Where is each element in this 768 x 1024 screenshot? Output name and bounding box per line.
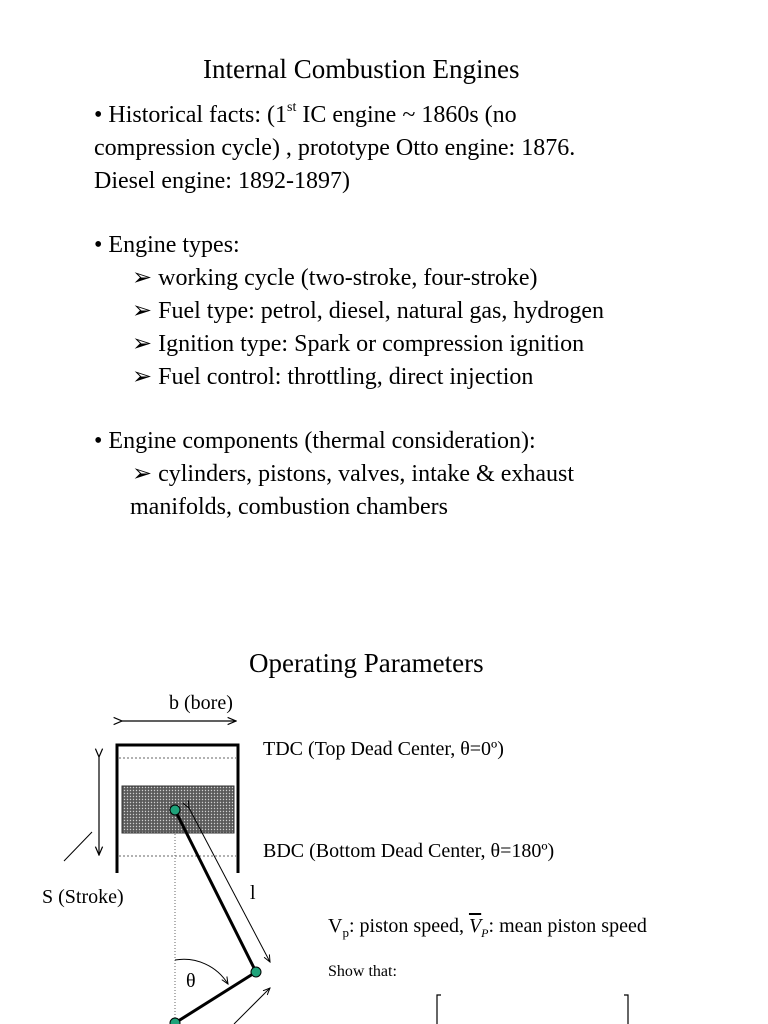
formula-bracket-left	[437, 995, 441, 1024]
history-rest: IC engine ~ 1860s (no	[296, 102, 517, 128]
bdc-label: BDC (Bottom Dead Center, θ=180º)	[263, 840, 555, 862]
vp-symbol: V	[328, 915, 343, 937]
bore-label: b (bore)	[169, 692, 233, 714]
components-heading: • Engine components (thermal consideration):	[94, 428, 536, 454]
arrow-bullet-icon: ➢	[132, 331, 153, 357]
vp-text: : piston speed,	[348, 915, 464, 937]
rod-length-label: l	[250, 882, 256, 904]
section-title: Operating Parameters	[249, 648, 484, 678]
components-line2: manifolds, combustion chambers	[130, 494, 448, 520]
mean-vp-symbol: $\overline{V}$	[468, 915, 482, 937]
engine-type-text: Fuel type: petrol, diesel, natural gas, hydrogen	[158, 298, 604, 324]
bullet: •	[94, 102, 103, 128]
components-text: cylinders, pistons, valves, intake & exhaust	[158, 461, 575, 487]
crank-pin	[251, 967, 261, 977]
vp-subscript: p	[342, 925, 349, 940]
connecting-rod	[175, 810, 256, 972]
mean-vp-subscript: P	[481, 926, 489, 940]
arrow-bullet-icon: ➢	[132, 265, 153, 291]
history-line2: compression cycle) , prototype Otto engine: 1876.	[94, 135, 576, 161]
engine-type-text: Fuel control: throttling, direct injection	[158, 364, 534, 390]
history-sup: st	[287, 100, 297, 115]
crank-center	[170, 1018, 180, 1024]
arrow-bullet-icon: ➢	[132, 461, 153, 487]
mean-vp-text: : mean piston speed	[488, 915, 647, 937]
stroke-pointer	[64, 832, 92, 861]
theta-arc	[175, 959, 228, 984]
history-line3: Diesel engine: 1892-1897)	[94, 168, 350, 194]
wrist-pin	[170, 805, 180, 815]
arrow-bullet-icon: ➢	[132, 298, 153, 324]
arrow-bullet-icon: ➢	[132, 364, 153, 390]
theta-label: θ	[186, 970, 196, 992]
history-prefix: Historical facts: (1	[108, 102, 288, 128]
stroke-label: S (Stroke)	[42, 886, 124, 908]
tdc-label: TDC (Top Dead Center, θ=0º)	[263, 738, 504, 760]
crank-length-arrow	[234, 988, 270, 1024]
page-title: Internal Combustion Engines	[203, 54, 520, 84]
formula-bracket-right	[624, 995, 628, 1024]
show-that-label: Show that:	[328, 963, 397, 980]
piston-speed-line	[328, 915, 647, 941]
engine-type-text: Ignition type: Spark or compression ignition	[158, 331, 585, 357]
engine-types-heading: • Engine types:	[94, 232, 240, 258]
engine-type-text: working cycle (two-stroke, four-stroke)	[158, 265, 538, 291]
